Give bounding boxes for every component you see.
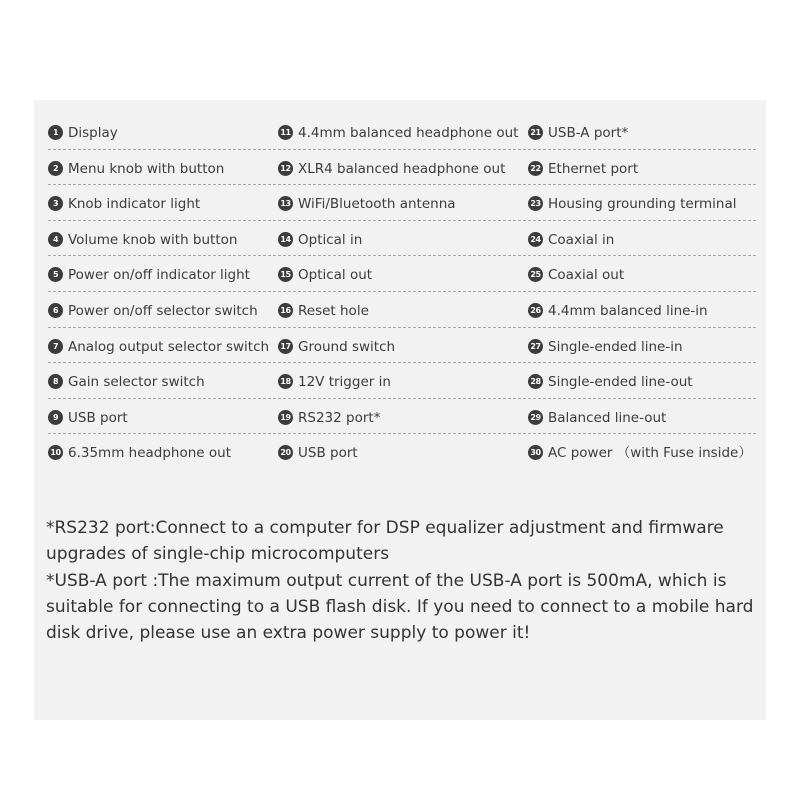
legend-grid [48, 119, 752, 475]
legend-label: Reset hole [298, 302, 369, 319]
legend-label: AC power （with Fuse inside） [548, 445, 752, 462]
legend-label: Balanced line-out [548, 409, 667, 426]
number-badge: 18 [278, 374, 293, 389]
usb-a-note: *USB-A port :The maximum output current of the USB-A port is 500mA, which is suitable for connecting to a USB flash disk. If you need to connect to a mobile hard disk drive, please use an extra power supply to power it! [46, 570, 754, 644]
legend-label: Gain selector switch [68, 374, 205, 391]
legend-label: Power on/off selector switch [68, 302, 258, 319]
number-badge: 28 [528, 374, 543, 389]
legend-label: USB port [298, 445, 358, 462]
number-badge: 29 [528, 410, 543, 425]
number-badge: 25 [528, 267, 543, 282]
legend-label: 12V trigger in [298, 374, 391, 391]
legend-panel [34, 100, 766, 720]
legend-label: Optical in [298, 231, 363, 248]
number-badge: 12 [278, 161, 293, 176]
legend-item [528, 261, 748, 297]
legend-label: 4.4mm balanced headphone out [298, 125, 519, 141]
number-badge: 17 [278, 339, 293, 354]
legend-label: Housing grounding terminal [548, 196, 737, 213]
legend-label: Single-ended line-in [548, 338, 683, 355]
number-badge: 14 [278, 232, 293, 247]
legend-item [528, 119, 748, 155]
legend-label: Coaxial out [548, 267, 625, 284]
number-badge: 22 [528, 161, 543, 176]
legend-label: 6.35mm headphone out [68, 445, 232, 462]
legend-label: XLR4 balanced headphone out [298, 160, 506, 177]
number-badge: 23 [528, 196, 543, 211]
number-badge: 6 [48, 303, 63, 318]
legend-item [48, 119, 278, 155]
legend-item [278, 404, 528, 440]
number-badge: 30 [528, 445, 543, 460]
legend-label: USB port [68, 409, 128, 426]
legend-item [528, 439, 752, 475]
number-badge: 7 [48, 339, 63, 354]
number-badge: 19 [278, 410, 293, 425]
legend-label: Coaxial in [548, 231, 615, 248]
legend-item [48, 297, 278, 333]
number-badge: 5 [48, 267, 63, 282]
legend-item [48, 404, 278, 440]
legend-item [278, 119, 528, 155]
number-badge: 21 [528, 125, 543, 140]
legend-item [528, 404, 748, 440]
legend-item [278, 261, 528, 297]
footnotes [46, 515, 762, 646]
number-badge: 13 [278, 196, 293, 211]
legend-item [48, 261, 278, 297]
number-badge: 24 [528, 232, 543, 247]
legend-label: Analog output selector switch [68, 338, 270, 355]
legend-item [528, 190, 748, 226]
number-badge: 20 [278, 445, 293, 460]
number-badge: 15 [278, 267, 293, 282]
legend-label: WiFi/Bluetooth antenna [298, 196, 456, 213]
number-badge: 11 [278, 125, 293, 140]
legend-item [48, 439, 278, 475]
legend-label: Knob indicator light [68, 196, 201, 213]
number-badge: 27 [528, 339, 543, 354]
legend-item [528, 226, 748, 262]
number-badge: 26 [528, 303, 543, 318]
legend-label: Display [68, 125, 118, 141]
legend-item [48, 226, 278, 262]
legend-item [278, 439, 528, 475]
legend-item [278, 226, 528, 262]
legend-item [278, 368, 528, 404]
legend-item [528, 333, 748, 369]
legend-label: Volume knob with button [68, 231, 238, 248]
legend-label: Single-ended line-out [548, 374, 693, 391]
legend-label: 4.4mm balanced line-in [548, 302, 708, 319]
legend-item [528, 155, 748, 191]
legend-item [278, 155, 528, 191]
legend-label: Menu knob with button [68, 160, 225, 177]
legend-item [278, 190, 528, 226]
legend-label: Power on/off indicator light [68, 267, 250, 284]
number-badge: 10 [48, 445, 63, 460]
number-badge: 9 [48, 410, 63, 425]
number-badge: 4 [48, 232, 63, 247]
number-badge: 1 [48, 125, 63, 140]
legend-label: RS232 port* [298, 409, 381, 426]
legend-item [48, 368, 278, 404]
number-badge: 16 [278, 303, 293, 318]
legend-item [48, 333, 278, 369]
legend-label: Optical out [298, 267, 373, 284]
rs232-note: *RS232 port:Connect to a computer for DSP equalizer adjustment and firmware upgrades of single-chip microcomputers [46, 518, 724, 565]
legend-item [528, 368, 748, 404]
number-badge: 2 [48, 161, 63, 176]
legend-label: Ethernet port [548, 160, 639, 177]
legend-item [278, 333, 528, 369]
legend-label: Ground switch [298, 338, 396, 355]
legend-item [278, 297, 528, 333]
number-badge: 3 [48, 196, 63, 211]
legend-label: USB-A port* [548, 125, 629, 141]
legend-item [528, 297, 748, 333]
number-badge: 8 [48, 374, 63, 389]
legend-item [48, 190, 278, 226]
legend-item [48, 155, 278, 191]
